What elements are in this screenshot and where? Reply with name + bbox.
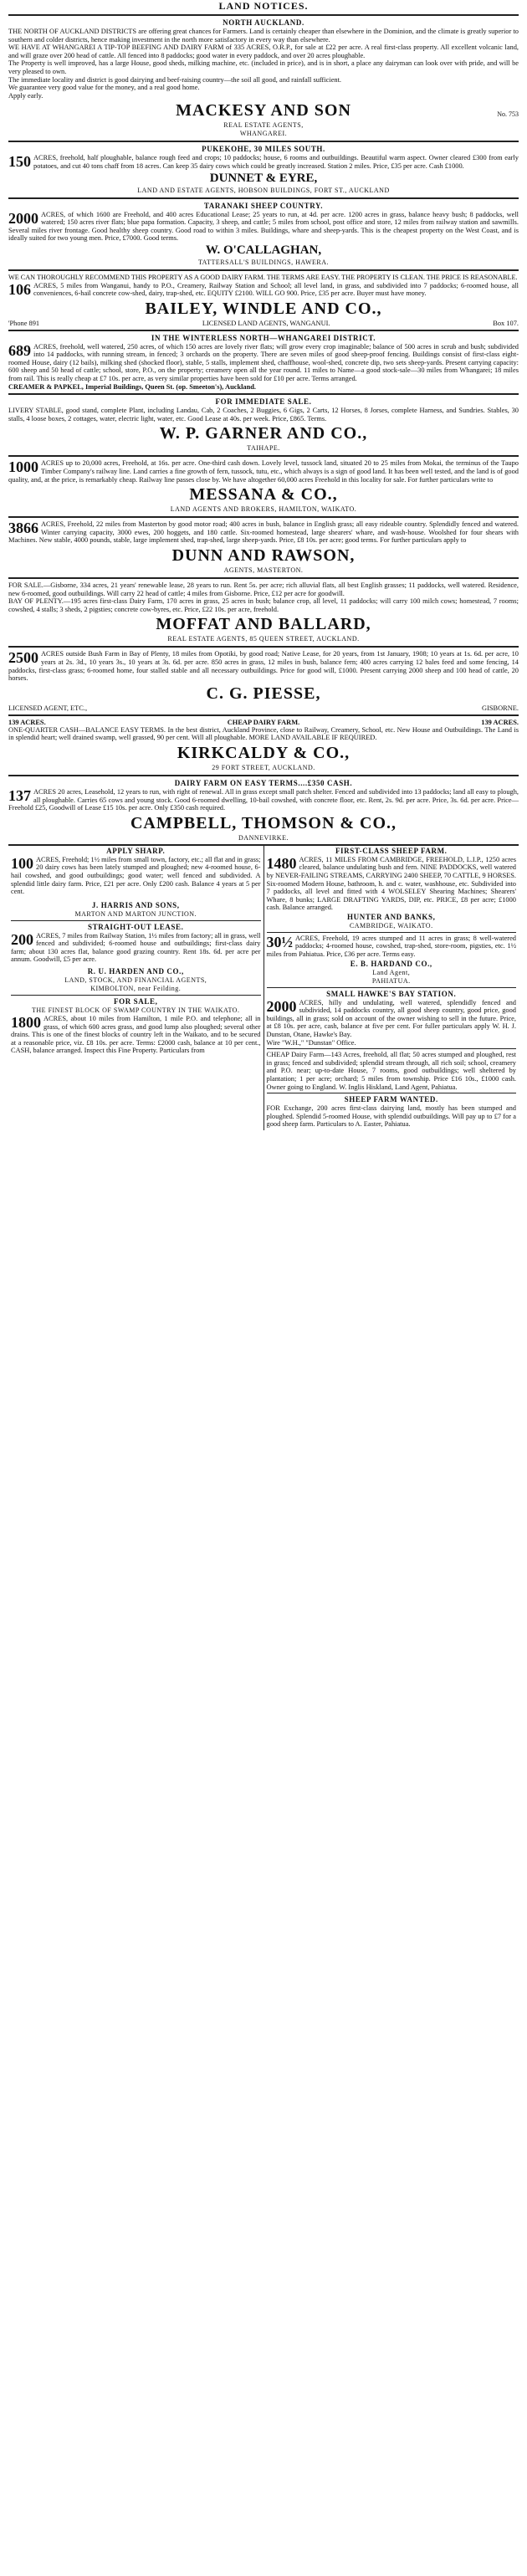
ad-straight-out-lease: [11, 923, 261, 993]
rule: [8, 577, 519, 579]
ad-whangarei-district: [8, 334, 519, 392]
ad-text: The Property is well improved, has a large House, good sheds, milking machine, etc. (included in price), and is in short, a place any dairyman can look over with pride, and will be very pleased to own.: [8, 59, 519, 75]
rule: [8, 330, 519, 331]
ad-cheap-dairy: [8, 719, 519, 772]
agent-sub: TAIHAPE.: [247, 444, 280, 453]
ad-text: LIVERY STABLE, good stand, complete Plant, including Landau, Cab, 2 Coaches, 2 Buggies, 6 Gigs, 2 Carts, 12 Horses, 8 Jorses, complete Harness, and Sundries. Stables, 30 stalls, 4 loose boxes, 2 cottages, water, electric light, water, etc. Good Lease at 40s. per week. Price, £865. Terms.: [8, 407, 519, 423]
ad-wanganui: [8, 274, 519, 327]
ad-text: We guarantee very good value for the money, and a real good home.: [8, 84, 200, 92]
ad-masterton: [8, 520, 519, 575]
acre-number: 2000: [8, 209, 38, 227]
ad-text: THE NORTH OF AUCKLAND DISTRICTS are offering great chances for Farmers. Land is certainly cheaper than elsewhere in the Dominion, and the climate is greatly superior to southern and colder districts, hence making investment in the north more satisfactory in every way than elsewhere.: [8, 28, 519, 44]
ad-text: ACRES, of which 1600 are Freehold, and 400 acres Educational Lease; 25 years to run, at 4d. per acre. 1200 acres in grass, balance heavy bush; 8 paddocks, well watered; 150 acres river flats; blue papa formation. Capacity, 3 sheep, and cattle; 5 miles from school, post office and store, 12 miles from railway station and sawmills. Several miles river frontage. Good healthy sheep country. Good road to within 3 miles. Buildings, whare and sheep-yards. This is the cheapest property on the West Coast, and is ideally suited for two young men. Price, £7000. Good terms.: [8, 210, 519, 243]
rule: [267, 987, 517, 988]
ad-text: ACRES, 5 miles from Wanganui, handy to P.O., Creamery, Railway Station and School; all level land, in grass, and subdivided into 7 paddocks; 6-roomed house, all conveniences, 6-hail concrete cow-shed, dairy, trap-shed, etc. EQUITY £2100. WILL GO 900. Price, £35 per acre. Buyer must have money.: [33, 281, 519, 298]
ad-text: ACRES, 11 MILES FROM CAMBRIDGE, FREEHOLD, L.I.P., 1250 acres cleared, balance undulating bush and fern. NINE PADDOCKS, well watered by NEVER-FAILING STREAMS, CARRYING 2400 SHEEP, 70 CATTLE, 9 HORSES. Six-roomed Modern House, bathroom, h. and c. water, washhouse, etc. Subdivided into 7 paddocks, all level and fitted with 4 WOLSELEY Shearing Machines; Shearers' Whare, 8 bunks; LARGE DRAFTING YARDS, DIP, etc. PRICE, £8 per acre; £1000 cash. Balance arranged.: [266, 855, 516, 912]
box: Box 107.: [493, 319, 519, 327]
rule: [8, 14, 519, 16]
rule: [8, 516, 519, 518]
ad-apply: Apply early.: [8, 91, 43, 100]
ad-text: ACRES, freehold, half ploughable, balance rough feed and crops; 10 paddocks; house, 6 rooms and outbuildings. Beautiful warm aspect. Owner cleared £300 from early potatoes, and cut 40 tons chaff from 18 acres. Can keep 35 dairy cows which could be greatly increased. Station 2 miles. Price, £35 per acre. Cash £1000.: [33, 154, 519, 170]
agent-name: CREAMER & PAPKEL, Imperial Buildings, Queen St. (op. Smeeton's), Auckland.: [8, 382, 257, 391]
acre-label: 139 ACRES.: [481, 718, 519, 726]
ad-north-auckland: [8, 18, 519, 138]
agent-name: HUNTER AND BANKS,: [347, 912, 436, 921]
ad-number: No. 753: [497, 110, 519, 119]
acre-number: 106: [8, 280, 31, 298]
ad-text: ACRES, 7 miles from Railway Station, 1½ miles from factory; all in grass, well fenced and subdivided; 6-roomed house and outbuildings; first-class dairy farm; about 130 acres flat, balance good grazing country. Rent 18s. 6d. per acre per annum. Goodwill, £5 per acre.: [11, 931, 261, 964]
ad-text: ACRES outside Bush Farm in Bay of Plenty, 18 miles from Opotiki, by good road; Native Lease, for 20 years, from 1st January, 1908; 10 years at 1s. 6d. per acre, 10 years at 2s. 3d., 10 years 3s., 10 years at 3s. 6d. per acre. 850 acres in grass, 12 miles in bush, balance fern; 400 acres carrying 12 bales feed and some fencing, 14 paddocks, first-class grass; 6-roomed home, four stalled stable and all necessary outbuildings. Price for good will, £1000. Present carrying 2000 sheep and 100 head of cattle, 20 horses.: [8, 650, 519, 683]
acre-number: 1800: [11, 1014, 41, 1032]
ad-heading: IN THE WINTERLESS NORTH—WHANGAREI DISTRICT.: [151, 333, 376, 342]
rule: [11, 995, 261, 996]
rule: [8, 393, 519, 395]
right-column: [264, 846, 519, 1130]
agent-sub: LICENSED LAND AGENTS, WANGANUI.: [202, 319, 330, 327]
rule: [11, 920, 261, 921]
ad-text: ACRES, hilly and undulating, well watered, splendidly fenced and subdivided, 14 paddocks country, all good sheep country, good price, good buildings, all in grass; sold on account of the owner wishing to sell in the future. Price, at £8 10s. per acre, cash, balance at five per cent. For fuller particulars apply W. H. J. Dunstan, Otane, Hawke's Bay.: [266, 998, 516, 1039]
acre-number: 200: [11, 930, 33, 948]
ad-opotiki: [8, 650, 519, 711]
acre-label: 139 ACRES.: [8, 718, 46, 726]
ad-heading: CHEAP DAIRY FARM.: [227, 718, 300, 726]
ad-text: ACRES, Freehold; 1½ miles from small town, factory, etc.; all flat and in grass; 20 dairy cows has been lately stumped and ploughed; new 4-roomed house, 6-hail cowshed, and good outbuildings; good water; well fenced and subdivided. A splendid little dairy farm. Price, £21 per acre. Only £200 cash. Balance 4 years at 5 per cent.: [11, 855, 261, 896]
rule: [267, 932, 517, 933]
ad-first-class-sheep: [267, 847, 517, 930]
agent-sub: LAND AGENTS AND BROKERS, HAMILTON, WAIKATO.: [170, 505, 357, 514]
agent-sub: GISBORNE.: [482, 704, 519, 712]
ad-heading: DAIRY FARM ON EASY TERMS....£350 CASH.: [174, 778, 353, 787]
ad-text: WE HAVE AT WHANGAREI A TIP-TOP BEEFING AND DAIRY FARM of 335 ACRES, O.R.P., for sale at £22 per acre. A real first-class property. All excellent volcanic land, and will graze over 200 head of cattle. All fenced into 8 paddocks; good water in every paddock, and over 20 acres ploughable.: [8, 44, 519, 59]
agent-sub: AGENTS, MASTERTON.: [223, 566, 304, 574]
rule: [8, 714, 519, 716]
ad-apply-sharp: [11, 847, 261, 919]
acre-number: 2000: [266, 997, 297, 1015]
ad-heading: PUKEKOHE, 30 MILES SOUTH.: [202, 145, 325, 154]
acre-number: 3866: [8, 520, 38, 537]
ad-subheading: THE FINEST BLOCK OF SWAMP COUNTRY IN THE WAIKATO.: [32, 1006, 240, 1015]
ad-hawkes-bay: [267, 990, 517, 1047]
acre-number: 2500: [8, 649, 38, 667]
two-column-section: [8, 844, 519, 1130]
ad-taranaki: [8, 202, 519, 267]
ad-heading: SMALL HAWKE'S BAY STATION.: [326, 989, 457, 998]
ad-easy-terms: [8, 779, 519, 842]
ad-livery-stable: [8, 397, 519, 453]
agent-name: MACKESY AND SON: [176, 101, 351, 120]
acre-number: 150: [8, 153, 31, 171]
agent-name: MOFFAT AND BALLARD,: [156, 615, 371, 634]
ad-gisborne: [8, 581, 519, 643]
agent-sub: KIMBOLTON, near Feilding.: [90, 985, 182, 993]
ad-heading: SHEEP FARM WANTED.: [344, 1095, 438, 1104]
ad-text: FOR Exchange, 200 acres first-class dairying land, mostly has been stumped and ploughed. Splendid 5-roomed House, with splendid outbuildings. Will pay up to £7 for a good sheep farm. Particulars to A. Easter, Pahiatua.: [266, 1104, 516, 1129]
ad-heading: STRAIGHT-OUT LEASE.: [88, 922, 184, 931]
agent-sub: WHANGAREI.: [239, 130, 288, 138]
agent-sub: REAL ESTATE AGENTS,: [223, 121, 304, 130]
agent-name: DUNNET & EYRE,: [209, 171, 318, 185]
ad-pahiatua: [267, 935, 517, 986]
agent-name: J. HARRIS AND SONS,: [91, 900, 180, 909]
ad-text: ACRES 20 acres, Leasehold, 12 years to run, with right of renewal. All in grass except small patch shelter. Fenced and subdivided into 13 paddocks; land all easy to plough, all ploughable. Carries 65 cows and young stock. Good 6-roomed dwelling, 10-bail cowshed, with concrete floor, etc. Rent, 2s. 9d. per acre. Price, 3s. 6d. per acre. Price—Freehold £25, Goodwill of Lease £15 10s. per acre. Only £350 cash required.: [8, 787, 519, 812]
ad-text: BAY OF PLENTY.—195 acres first-class Dairy Farm, 170 acres in grass, 25 acres in bush; balance crop, all level, 11 paddocks; will carry 100 milch cows; homestead, 7 rooms; cowshed, 4 stalls; 3 sheds, 2 pigsties; concrete cow-byres, etc. Price, £22 10s. per acre, freehold.: [8, 597, 519, 613]
agent-sub: MARTON AND MARTON JUNCTION.: [74, 909, 197, 918]
acre-number: 30½: [266, 933, 293, 950]
ad-heading: NORTH AUCKLAND.: [223, 18, 304, 27]
ad-text: ONE-QUARTER CASH—BALANCE EASY TERMS. In the best district, Auckland Province, close to Railway, Creamery, School, etc. New House and Outbuildings. The Land is in splendid heart; well drained swamp, well grassed, 90 per cent. Will all ploughable. MORE LAND AVAILABLE IF REQUIRED.: [8, 725, 519, 742]
rule: [8, 141, 519, 142]
phone: 'Phone 891: [8, 319, 40, 327]
acre-number: 137: [8, 786, 31, 804]
rule: [8, 269, 519, 271]
ad-sheep-farm-wanted: [267, 1095, 517, 1129]
agent-sub: REAL ESTATE AGENTS, 85 QUEEN STREET, AUCKLAND.: [167, 635, 360, 643]
ad-heading: TARANAKI SHEEP COUNTRY.: [203, 201, 324, 210]
ad-taupo: [8, 459, 519, 514]
acre-number: 100: [11, 854, 33, 872]
ad-text: The immediate locality and district is good dairying and beef-raising country—the soil all good, and rainfall sufficient.: [8, 75, 342, 84]
rule: [8, 646, 519, 648]
agent-name: KIRKCALDY & CO.,: [177, 743, 350, 762]
ad-text: FOR SALE.—Gisborne, 334 acres, 21 years' renewable lease, 28 years to run. Rent 5s. per acre; rich alluvial flats, all best English grasses; 11 paddocks, well watered. Residence, new 6-roomed, good outbuildings. Will carry 22 head of cattle; 4 miles from Gisborne. Price, £12 per acre for goodwill.: [8, 581, 519, 597]
ad-heading: FOR IMMEDIATE SALE.: [215, 397, 312, 407]
ad-text: ACRES, Freehold, 22 miles from Masterton by good motor road; 400 acres in bush, balance in English grass; all easy rideable country. Splendidly fenced and watered. Winter carrying capacity, 3000 ewes, 200 hoggets, and 180 cattle. Six-roomed homestead, large shearers' whare, and wash-house. Woolshed for four shears with Machines. New stable, 4000 pounds, stable, large implement shed, trap-shed, large sheep-yards. Price, £8 10s. per acre; good terms. For further particulars apply to: [8, 520, 519, 545]
rule: [267, 1048, 517, 1049]
agent-name: W. O'CALLAGHAN,: [205, 243, 322, 257]
masthead: LAND NOTICES.: [218, 0, 309, 12]
ad-heading: FIRST-CLASS SHEEP FARM.: [335, 846, 448, 855]
ad-text: ACRES, Freehold, 19 acres stumped and 11 acres in grass; 8 well-watered paddocks; 4-roomed house, cowshed, trap-shed, store-room, pigsties, etc. 1½ miles from Pahiatua. Price, £36 per acre. Terms easy.: [266, 934, 516, 959]
ad-cheap-dairy-pahiatua: [267, 1051, 517, 1091]
left-column: [8, 846, 264, 1130]
agent-sub: TATTERSALL'S BUILDINGS, HAWERA.: [197, 258, 330, 266]
agent-sub: LAND AND ESTATE AGENTS, HOBSON BUILDINGS, FORT ST., AUCKLAND: [137, 186, 390, 194]
ad-text: ACRES, about 10 miles from Hamilton, 1 mile P.O. and telephone; all in grass, of which 600 acres grass, and good lump also ploughed; several other drains. This is one of the finest blocks of country left in the Waikato, and to be secured at a reasonable price, viz. £8 10s. per acre. Terms: £2000 cash, balance at 10 per cent., CASH, balance arranged. Inspect this Fine Property. Particulars from: [11, 1015, 261, 1055]
agent-sub: LICENSED AGENT, ETC.,: [8, 704, 88, 712]
ad-text: ACRES up to 20,000 acres, Freehold, at 16s. per acre. One-third cash down. Lovely level, tussock land, situated 20 to 25 miles from Mokai, the terminus of the Taupo Timber Company's railway line. Land carries a fine growth of fern, tussock, tutu, etc., which always is a sign of good land. It has been well tested, and the land is of good quality, and, at the price, is remarkably cheap. Railway line passes close by. We have altogether 60,000 acres Freehold in this locality for sale. For further particulars write to: [8, 459, 519, 484]
agent-name: CAMPBELL, THOMSON & CO.,: [130, 813, 397, 832]
agent-sub: PAHIATUA.: [371, 976, 411, 985]
acre-number: 1000: [8, 458, 38, 476]
ad-swamp-country: [11, 997, 261, 1055]
ad-text: CHEAP Dairy Farm—143 Acres, freehold, all flat; 50 acres stumped and ploughed, rest in grass; fenced and subdivided; splendid stream through, all rich soil; school, creamery and P.O. near; up-to-date House, 7 rooms, good outbuildings; well sheltered by plantation; 1 per acre; orchard; 5 miles from township. Price £16 10s., £1000 cash. Owner going to England. W. Inglis Hiskland, Land Agent, Pahiatua.: [266, 1051, 516, 1091]
rule: [8, 197, 519, 199]
rule: [8, 455, 519, 457]
ad-text: ACRES, freehold, well watered, 250 acres, of which 150 acres are lovely river flats; will grow every crop imaginable; balance of 500 acres in scrub and bush; subdivided into 14 paddocks, with running stream, in fenced; 3 orchards on the property. There are seven miles of good sheep-proof fencing. Buildings consist of first-class eight-roomed House, dairy (12 bails), milking shed (shocked floor), stable, 5 stalls, implement shed, chaffhouse, wool-shed, concrete dip, two sets sheep-yards. Present carrying capacity: 600 sheep and 50 head of cattle; school, store, P.O., on the property; creamery open all the year round. 11 miles to Name—a good stock-sale—30 miles from Whangarei; 18 miles from rail. This is really cheap at £7 10s. per acre, as very similar properties have been sold for £10 per acre. Terms arranged.: [8, 342, 519, 383]
ad-pukekohe: [8, 145, 519, 194]
agent-name: Wire "W.H.," "Dunstan" Office.: [266, 1038, 356, 1047]
agent-sub: CAMBRIDGE, WAIKATO.: [349, 921, 433, 930]
agent-sub: LAND, STOCK, AND FINANCIAL AGENTS,: [64, 976, 207, 985]
agent-name: R. U. HARDEN AND CO.,: [87, 967, 184, 976]
ad-heading: APPLY SHARP.: [106, 846, 166, 855]
acre-number: 689: [8, 341, 31, 359]
agent-sub: Land Agent,: [372, 968, 411, 976]
agent-name: BAILEY, WINDLE AND CO.,: [145, 299, 382, 318]
ad-heading: WE CAN THOROUGHLY RECOMMEND THIS PROPERTY AS A GOOD DAIRY FARM. THE TERMS ARE EASY. THE PROPERTY IS CLEAN. THE PRICE IS REASONABLE.: [8, 273, 518, 281]
agent-name: MESSANA & CO.,: [189, 485, 338, 504]
agent-name: E. B. HARDAND CO.,: [350, 959, 432, 968]
agent-name: W. P. GARNER AND CO.,: [159, 424, 368, 443]
agent-sub: 29 FORT STREET, AUCKLAND.: [212, 763, 315, 771]
ad-heading: FOR SALE,: [114, 997, 158, 1006]
agent-sub: DANNEVIRKE.: [238, 833, 289, 842]
rule: [8, 775, 519, 776]
agent-name: C. G. PIESSE,: [206, 684, 321, 703]
acre-number: 1480: [266, 854, 297, 872]
agent-name: DUNN AND RAWSON,: [171, 546, 356, 565]
